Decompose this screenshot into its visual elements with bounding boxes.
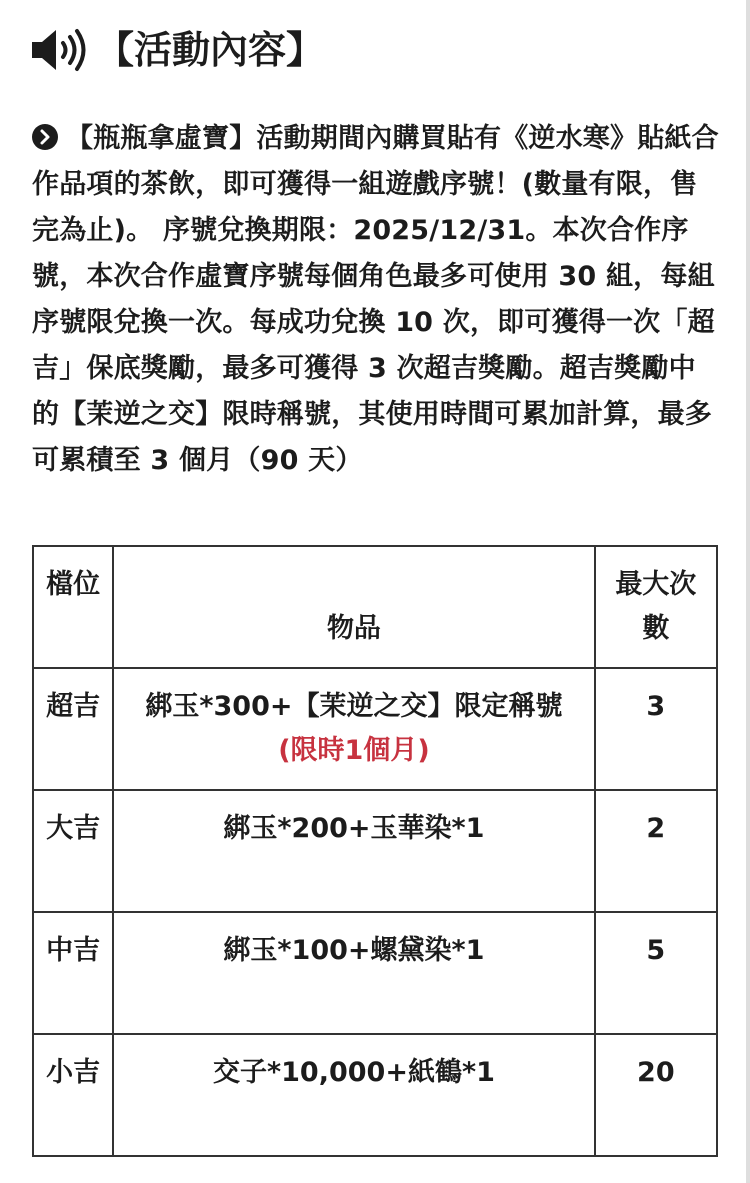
chevron-right-circle-icon [32, 124, 58, 150]
tier-label: 小吉 [46, 1057, 101, 1088]
reward-table [32, 545, 718, 1157]
table-row [33, 668, 717, 790]
item-label: 綁玉*200+玉華染*1 [223, 813, 485, 844]
tier-label: 超吉 [46, 691, 101, 722]
max-count: 3 [646, 691, 666, 722]
header-tier [33, 546, 113, 668]
table-header-row [33, 546, 717, 668]
item-label: 綁玉*100+螺黛染*1 [223, 935, 485, 966]
table-row [33, 1034, 717, 1156]
item-cell [113, 1034, 594, 1156]
max-count: 2 [646, 813, 666, 844]
max-count: 5 [646, 935, 666, 966]
section-header [30, 18, 324, 82]
max-cell [595, 668, 717, 790]
max-cell [595, 912, 717, 1034]
header-item-label: 物品 [326, 613, 381, 644]
tier-label: 大吉 [46, 813, 101, 844]
tier-cell [33, 912, 113, 1034]
tier-cell [33, 668, 113, 790]
header-max [595, 546, 717, 668]
item-label: 綁玉*300+【茉逆之交】限定稱號 [145, 691, 563, 722]
item-cell [113, 668, 594, 790]
item-cell [113, 912, 594, 1034]
tier-label: 中吉 [46, 935, 101, 966]
header-tier-label: 檔位 [46, 569, 101, 600]
speaker-icon [30, 26, 92, 74]
max-cell [595, 1034, 717, 1156]
header-item [113, 546, 594, 668]
max-count: 20 [637, 1057, 675, 1088]
table-row [33, 790, 717, 912]
page-title: 【活動內容】 [96, 28, 325, 72]
header-max-label: 最大次數 [615, 569, 697, 644]
event-description [32, 116, 722, 484]
max-cell [595, 790, 717, 912]
item-label: 交子*10,000+紙鶴*1 [213, 1057, 495, 1088]
tier-cell [33, 790, 113, 912]
tier-cell [33, 1034, 113, 1156]
scroll-edge [746, 0, 750, 1183]
event-description-text: 【瓶瓶拿虛寶】活動期間內購買貼有《逆水寒》貼紙合作品項的茶飲，即可獲得一組遊戲序號！(數量有限，售完為止)。 序號兌換期限：2025/12/31。本次合作序號，本次合作虛寶序號每個角色最多可使用 30 組，每組序號限兌換一次。每成功兌換 10 次，即可獲得一次「超吉」保底獎勵，最多可獲得 3 次超吉獎勵。超吉獎勵中的【茉逆之交】限時稱號，其使用時間可累加計算，最多可累積至 3 個月（90 天） [32, 123, 719, 476]
table-row [33, 912, 717, 1034]
item-limited-note: (限時1個月) [278, 735, 430, 766]
item-cell [113, 790, 594, 912]
